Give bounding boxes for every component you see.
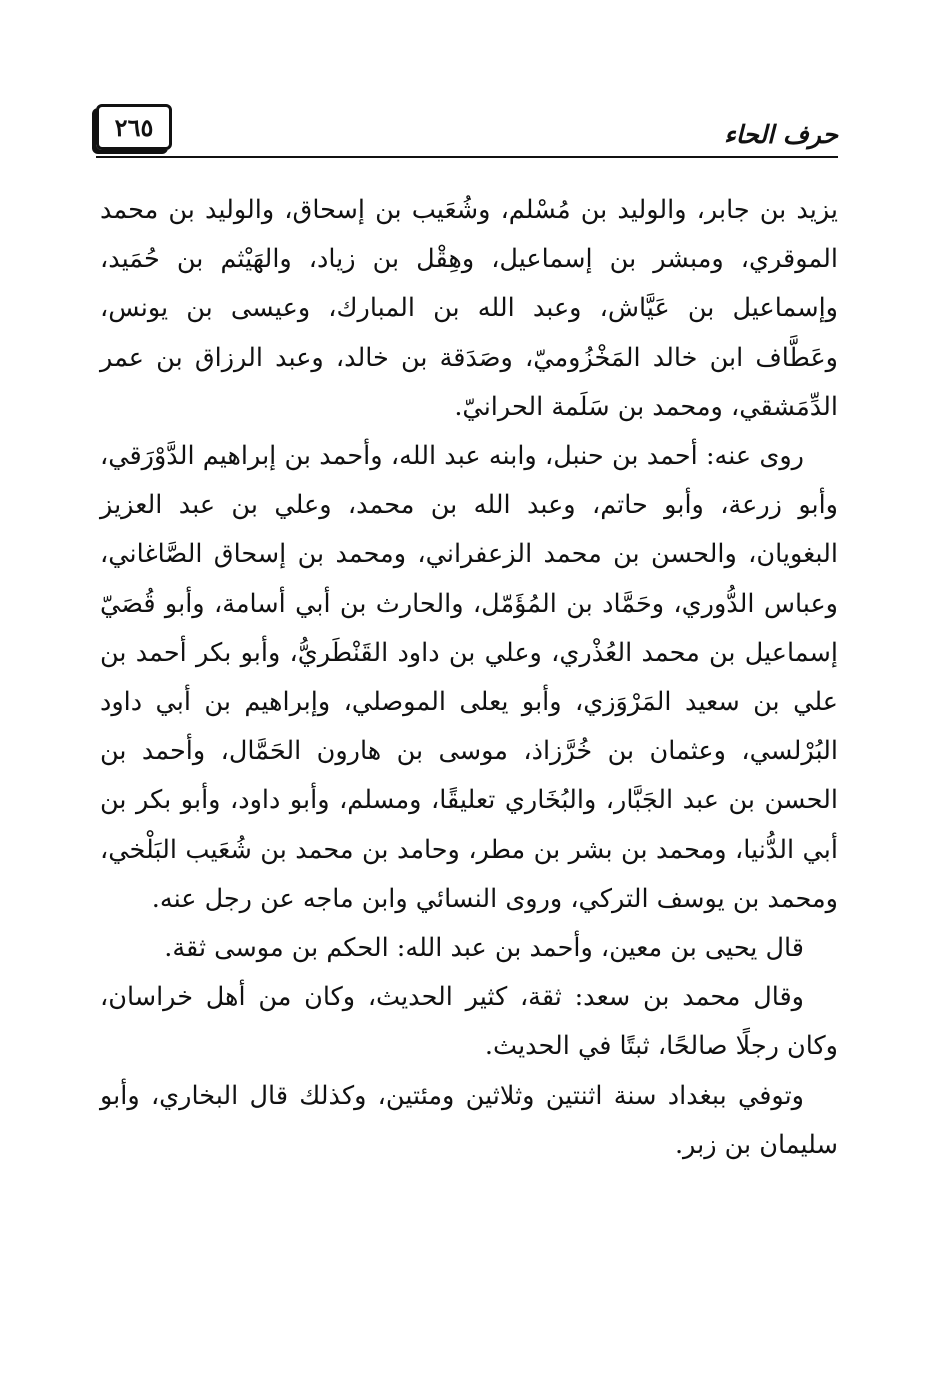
chapter-title: حرف الحاء [724, 120, 838, 149]
paragraph-ibn-maeen: قال يحيى بن معين، وأحمد بن عبد الله: الحكم بن موسى ثقة. [164, 933, 804, 964]
page-number: ٢٦٥ [96, 104, 172, 150]
paragraph-death: وتوفي ببغداد سنة اثنتين وثلاثين ومئتين، وكذلك قال البخاري، وأبو سليمان بن زبر. [100, 1080, 838, 1160]
paragraph-narrators: روى عنه: أحمد بن حنبل، وابنه عبد الله، وأحمد بن إبراهيم الدَّوْرَقي، وأبو زرعة، وأبو حاتم، وعبد الله بن محمد، وعلي بن عبد العزيز البغويان، والحسن بن محمد الزعفراني، ومحمد بن إسحاق الصَّاغاني، وعباس الدُّوري، وحَمَّاد بن المُؤَمّل، والحارث بن أبي أسامة، وأبو قُصَيّ إسماعيل بن محمد العُذْري، وعلي بن داود القَنْطَريُّ، وأبو بكر أحمد بن علي بن سعيد المَرْوَزي، وأبو يعلى الموصلي، وإبراهيم بن أبي داود البُرْلسي، وعثمان بن خُرَّزاذ، موسى بن هارون الحَمَّال، وأحمد بن الحسن بن عبد الجَبَّار، والبُخَاري تعليقًا، ومسلم، وأبو داود، وأبو بكر بن أبي الدُّنيا، ومحمد بن بشر بن مطر، وحامد بن محمد بن شُعَيب البَلْخي، ومحمد بن يوسف التركي، وروى النسائي وابن ماجه عن رجل عنه. [100, 441, 838, 914]
paragraph-teachers: يزيد بن جابر، والوليد بن مُسْلم، وشُعَيب بن إسحاق، والوليد بن محمد الموقري، ومبشر بن إسماعيل، وهِقْل بن زياد، والهَيْثم بن حُمَيد، وإسماعيل بن عَيَّاش، وعبد الله بن المبارك، وعيسى بن يونس، وعَطَّاف ابن خالد المَخْزُوميّ، وصَدَقة بن خالد، وعبد الرزاق بن عمر الدِّمَشقي، ومحمد بن سَلَمة الحرانيّ. [100, 195, 838, 422]
body-text [100, 186, 838, 1170]
header-rule [96, 156, 838, 158]
paragraph-ibn-saad: وقال محمد بن سعد: ثقة، كثير الحديث، وكان من أهل خراسان، وكان رجلًا صالحًا، ثبتًا في الحديث. [100, 982, 838, 1062]
page-header [96, 100, 838, 160]
